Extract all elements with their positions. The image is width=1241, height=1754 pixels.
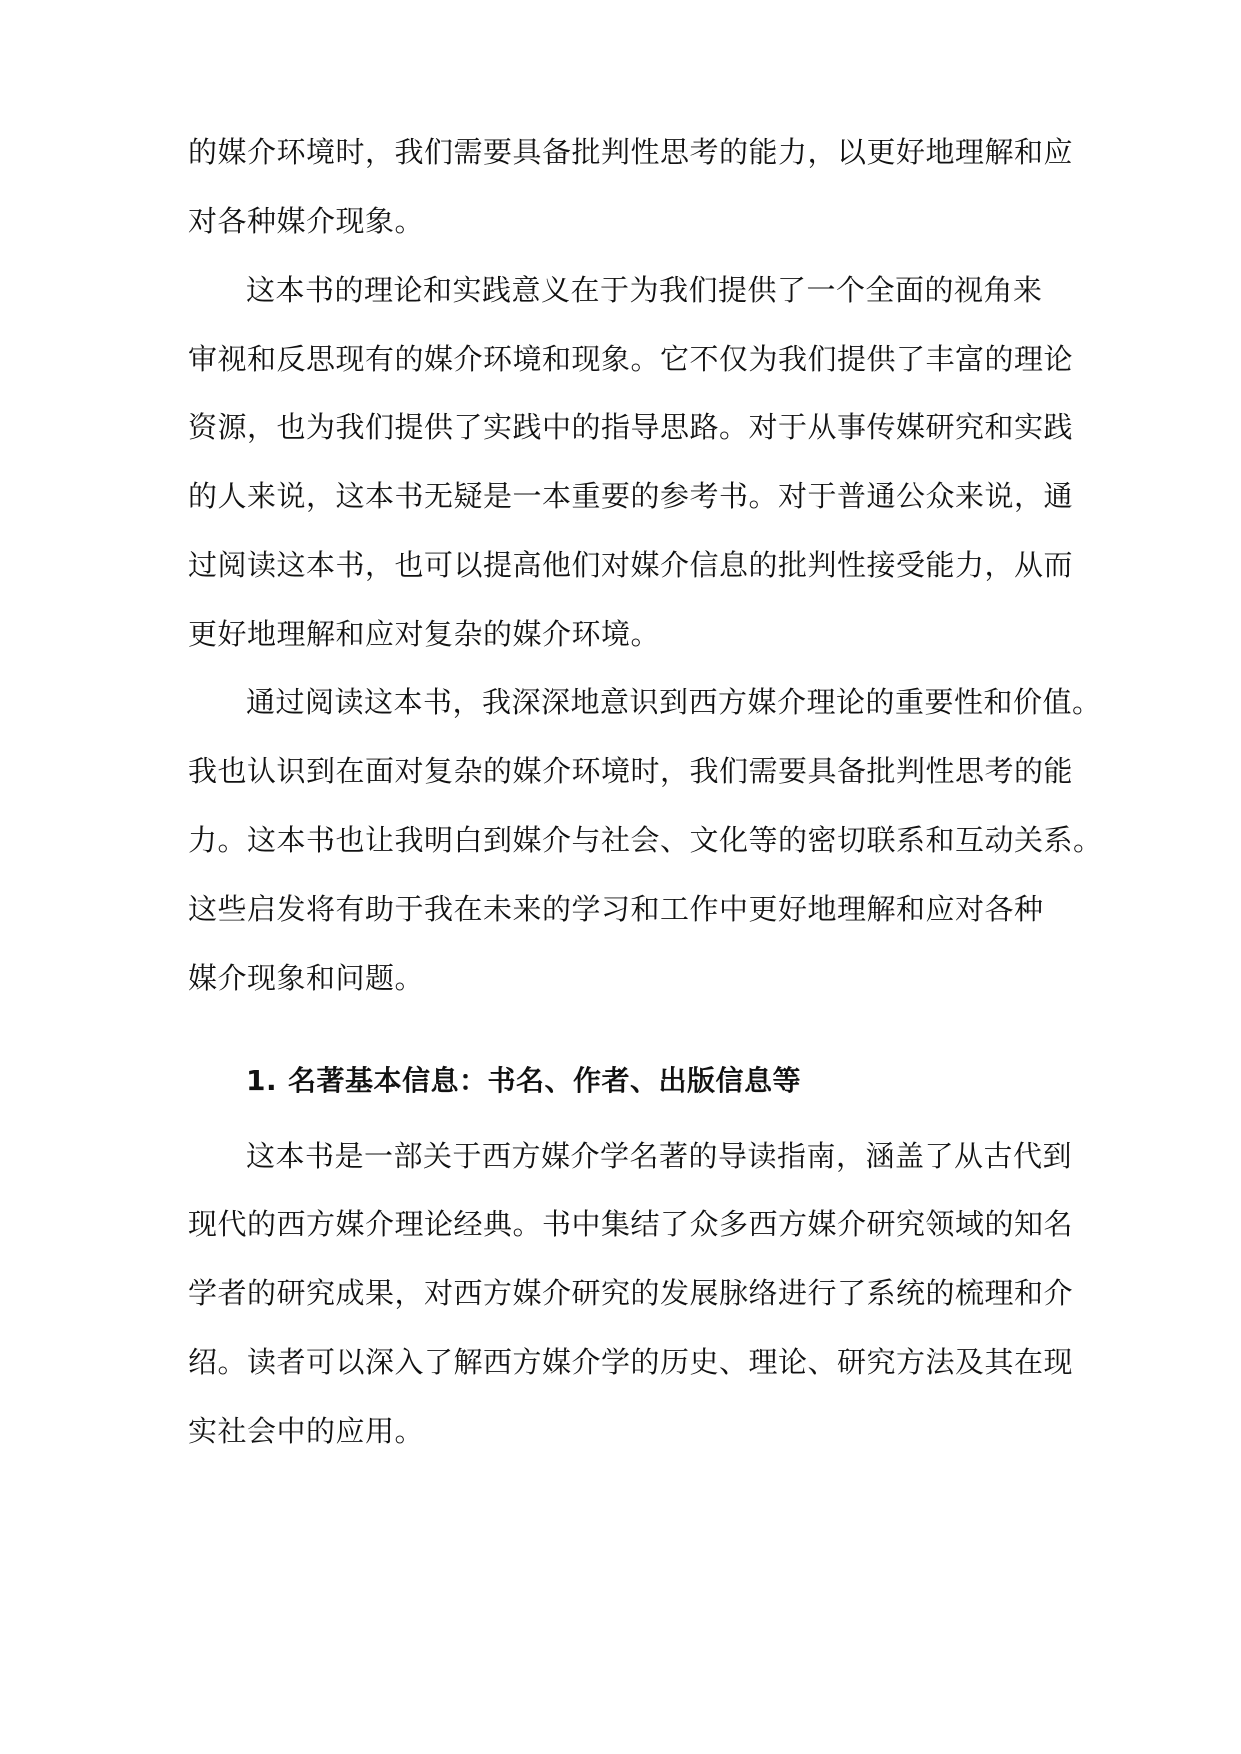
paragraph-2-line-5: 过阅读这本书，也可以提高他们对媒介信息的批判性接受能力，从而 <box>188 548 1074 582</box>
paragraph-2-line-6: 更好地理解和应对复杂的媒介环境。 <box>188 617 661 651</box>
paragraph-2-line-2: 审视和反思现有的媒介环境和现象。它不仅为我们提供了丰富的理论 <box>188 342 1074 376</box>
paragraph-3-line-3: 力。这本书也让我明白到媒介与社会、文化等的密切联系和互动关系。 <box>188 823 1103 857</box>
section-heading-number: 1. <box>246 1064 278 1097</box>
paragraph-3-line-5: 媒介现象和问题。 <box>188 961 425 995</box>
paragraph-1-line-1: 的媒介环境时，我们需要具备批判性思考的能力，以更好地理解和应 <box>188 135 1074 169</box>
paragraph-1-line-2: 对各种媒介现象。 <box>188 204 425 238</box>
paragraph-4-line-5: 实社会中的应用。 <box>188 1414 425 1448</box>
paragraph-4-line-2: 现代的西方媒介理论经典。书中集结了众多西方媒介研究领域的知名 <box>188 1207 1074 1241</box>
paragraph-3-line-1: 通过阅读这本书，我深深地意识到西方媒介理论的重要性和价值。 <box>246 685 1102 719</box>
paragraph-4-line-1: 这本书是一部关于西方媒介学名著的导读指南，涵盖了从古代到 <box>246 1139 1073 1173</box>
paragraph-4-line-3: 学者的研究成果，对西方媒介研究的发展脉络进行了系统的梳理和介 <box>188 1276 1074 1310</box>
paragraph-3-line-2: 我也认识到在面对复杂的媒介环境时，我们需要具备批判性思考的能 <box>188 754 1074 788</box>
paragraph-2-line-4: 的人来说，这本书无疑是一本重要的参考书。对于普通公众来说，通 <box>188 479 1074 513</box>
paragraph-4-line-4: 绍。读者可以深入了解西方媒介学的历史、理论、研究方法及其在现 <box>188 1345 1074 1379</box>
paragraph-2-line-3: 资源，也为我们提供了实践中的指导思路。对于从事传媒研究和实践 <box>188 410 1074 444</box>
section-heading-text: 名著基本信息：书名、作者、出版信息等 <box>288 1064 802 1097</box>
paragraph-2-line-1: 这本书的理论和实践意义在于为我们提供了一个全面的视角来 <box>246 273 1043 307</box>
paragraph-3-line-4: 这些启发将有助于我在未来的学习和工作中更好地理解和应对各种 <box>188 892 1044 926</box>
section-heading <box>246 1061 801 1101</box>
